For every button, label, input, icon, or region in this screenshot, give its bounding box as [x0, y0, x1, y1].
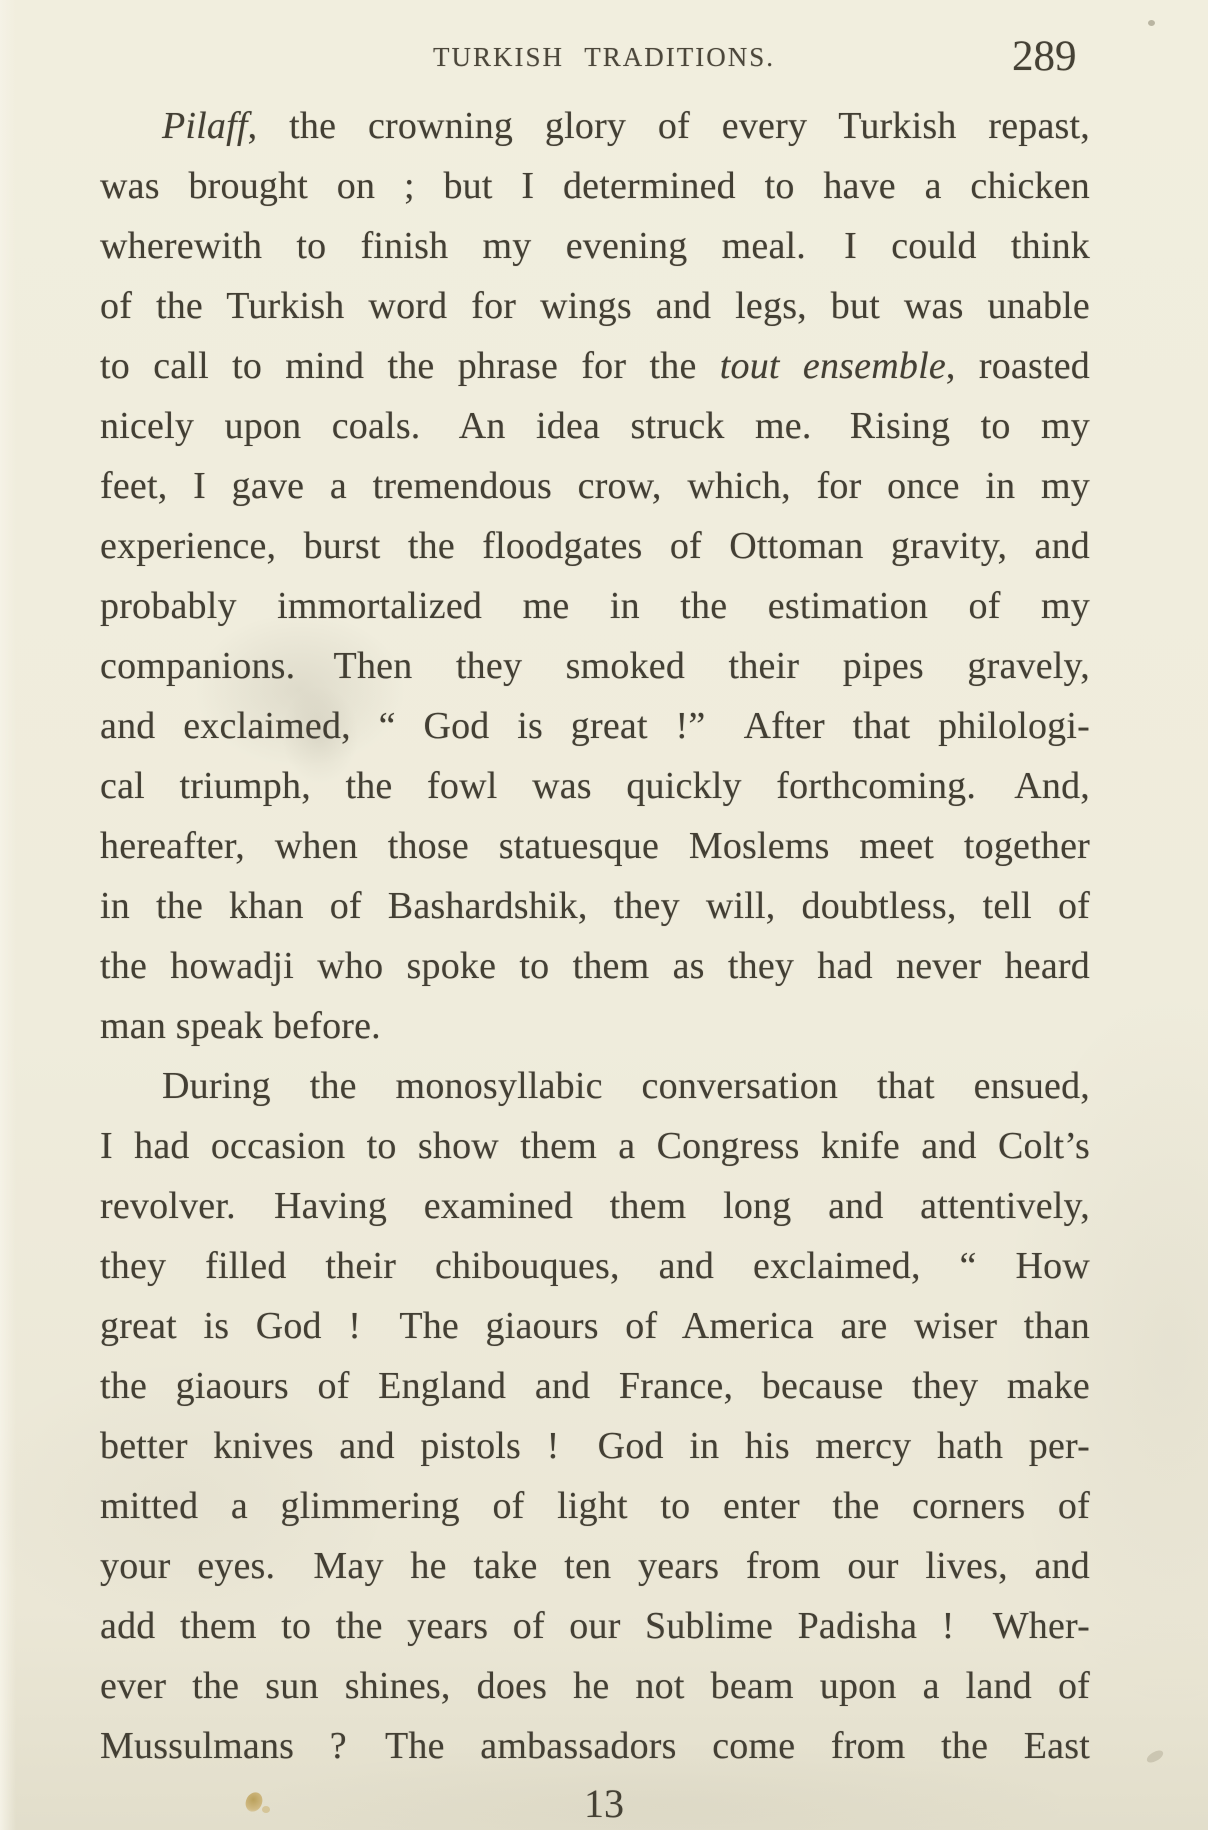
text-line: During the monosyllabic conversation that ensued,: [162, 1065, 1090, 1107]
running-head-title: TURKISH TRADITIONS.: [432, 42, 775, 72]
text-line: wherewith to finish my evening meal. I could think: [100, 225, 1090, 267]
text-line: the howadji who spoke to them as they had never heard: [100, 945, 1090, 987]
text-line: of the Turkish word for wings and legs, but was unable: [100, 285, 1090, 327]
text-line: add them to the years of our Sublime Padisha ! Wher-: [100, 1605, 1090, 1647]
line-text: to call to mind the phrase for the: [100, 345, 720, 387]
text-line: in the khan of Bashardshik, they will, doubtless, tell of: [100, 885, 1090, 927]
text-line: I had occasion to show them a Congress knife and Colt’s: [100, 1125, 1090, 1167]
text-line: feet, I gave a tremendous crow, which, for once in my: [100, 465, 1090, 507]
text-line: companions. Then they smoked their pipes gravely,: [100, 645, 1090, 687]
text-line: your eyes. May he take ten years from our lives, and: [100, 1545, 1090, 1587]
text-line: and exclaimed, “ God is great !” After that philologi-: [100, 705, 1090, 747]
italic-phrase: tout ensemble: [719, 345, 946, 387]
text-line-paragraph-end: man speak before.: [100, 1005, 381, 1047]
text-line: ever the sun shines, does he not beam upon a land of: [100, 1665, 1090, 1707]
text-line: experience, burst the floodgates of Ottoman gravity, and: [100, 525, 1090, 567]
text-line: [100, 336, 1090, 396]
text-line: cal triumph, the fowl was quickly forthcoming. And,: [100, 765, 1090, 807]
paper-speck: [1145, 1748, 1165, 1765]
text-line: better knives and pistols ! God in his mercy hath per-: [100, 1425, 1090, 1467]
page-number: 289: [1012, 33, 1077, 80]
paper-speck: [1148, 20, 1155, 26]
text-line: hereafter, when those statuesque Moslems meet together: [100, 825, 1090, 867]
paper-stain: [262, 1806, 270, 1813]
signature-mark: 13: [584, 1781, 624, 1826]
text-line: revolver. Having examined them long and attentively,: [100, 1185, 1090, 1227]
text-line: [100, 96, 1090, 156]
text-line: mitted a glimmering of light to enter the corners of: [100, 1485, 1090, 1527]
line-text: , roasted: [945, 345, 1090, 387]
line-text: , the crowning glory of every Turkish repast,: [247, 105, 1090, 147]
text-line: the giaours of England and France, because they make: [100, 1365, 1090, 1407]
text-line: nicely upon coals. An idea struck me. Rising to my: [100, 405, 1090, 447]
text-line: great is God ! The giaours of America are wiser than: [100, 1305, 1090, 1347]
page-body-text: [100, 96, 1090, 1776]
text-line: Mussulmans ? The ambassadors come from the East: [100, 1725, 1090, 1767]
text-line: probably immortalized me in the estimation of my: [100, 585, 1090, 627]
text-line: was brought on ; but I determined to have a chicken: [100, 165, 1090, 207]
text-line: they filled their chibouques, and exclaimed, “ How: [100, 1245, 1090, 1287]
italic-word: Pilaff: [162, 105, 248, 147]
